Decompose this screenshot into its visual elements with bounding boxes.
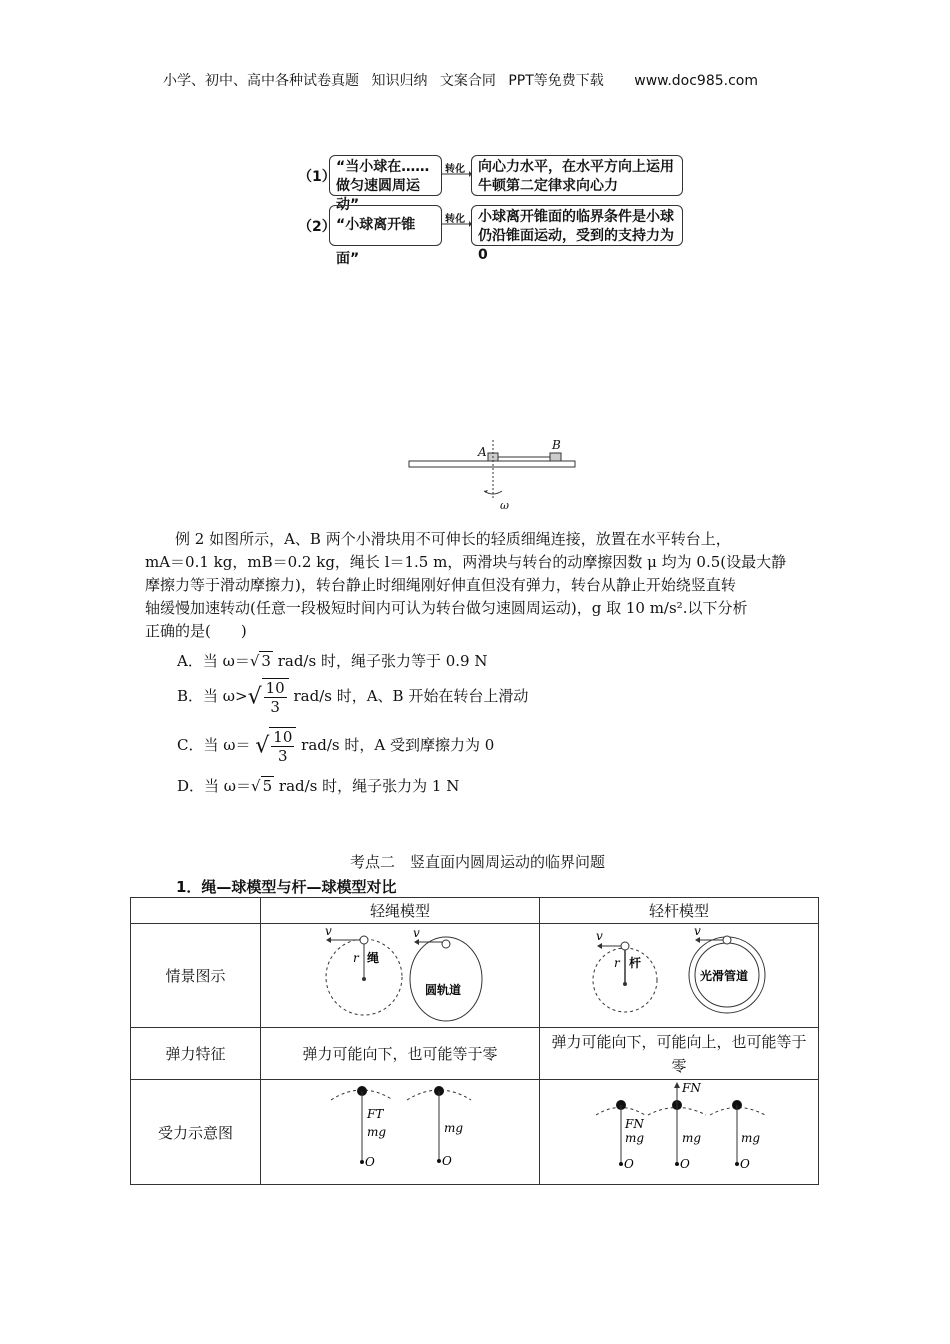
header-text: 知识归纳	[371, 73, 428, 89]
turntable-figure	[400, 435, 590, 515]
header-site-link[interactable]: www.doc985.com	[634, 73, 758, 89]
normal-force-label: FN	[625, 1117, 644, 1131]
row-label: 受力示意图	[131, 1080, 261, 1185]
velocity-label: v	[694, 924, 701, 938]
example-text: 轴缓慢加速转动(任意一段极短时间内可认为转台做匀速圆周运动)，g 取 10 m/s².以下分析	[145, 599, 748, 617]
option-text: D．当 ω＝	[177, 777, 252, 795]
center-label: O	[442, 1154, 452, 1168]
header-text: 小学、初中、高中各种试卷真题	[163, 73, 359, 89]
flow-arrow-label: 转化	[445, 214, 465, 225]
rod-scenario-diagram	[540, 924, 819, 1028]
fraction	[269, 727, 296, 765]
velocity-label: v	[325, 924, 332, 938]
center-label: O	[680, 1157, 690, 1171]
arrow-icon	[442, 170, 472, 178]
section-title: 考点二 竖直面内圆周运动的临界问题	[350, 853, 606, 871]
gravity-label: mg	[682, 1131, 702, 1145]
omega-label: ω	[500, 499, 509, 512]
center-label: O	[740, 1157, 750, 1171]
header-text: PPT等免费下载	[508, 73, 604, 89]
table-row	[131, 924, 819, 1028]
flow-left-box: “当小球在……做匀速圆周运动”	[329, 155, 442, 196]
option-text: B．当 ω>	[177, 687, 248, 705]
option-text: A．当 ω＝	[177, 652, 250, 670]
option-d[interactable]: D．当 ω＝√ 5 rad/s 时，绳子张力为 1 N	[177, 777, 460, 795]
page-header	[163, 70, 766, 90]
track-label: 圆轨道	[425, 983, 462, 997]
radius-label: r	[614, 956, 620, 970]
option-text: rad/s 时，绳子张力为 1 N	[274, 777, 460, 795]
table-header: 轻杆模型	[540, 898, 819, 924]
option-text: C．当 ω＝	[177, 736, 256, 754]
numerator: 10	[265, 679, 285, 697]
option-a[interactable]: A．当 ω＝√ 3 rad/s 时，绳子张力等于 0.9 N	[177, 652, 488, 670]
flow-right-box: 小球离开锥面的临界条件是小球仍沿锥面运动，受到的支持力为0	[471, 205, 683, 246]
flow-right-box: 向心力水平，在水平方向上运用牛顿第二定律求向心力	[471, 155, 683, 196]
block-b-label: B	[552, 438, 561, 452]
example-text: 摩擦力等于滑动摩擦力)，转台静止时细绳刚好伸直但没有弹力，转台从静止开始绕竖直转	[145, 576, 736, 594]
denominator: 3	[278, 747, 288, 765]
velocity-label: v	[596, 929, 603, 943]
table-row	[131, 1028, 819, 1080]
table-row	[131, 1080, 819, 1185]
rod-elastic-force: 弹力可能向下，可能向上，也可能等于零	[540, 1028, 819, 1080]
flow-arrow-label: 转化	[445, 164, 465, 175]
rope-label: 绳	[367, 951, 380, 965]
rope-elastic-force: 弹力可能向下，也可能等于零	[261, 1028, 540, 1080]
fraction	[262, 678, 289, 716]
example-text: 例 2 如图所示，A、B 两个小滑块用不可伸长的轻质细绳连接，放置在水平转台上，	[175, 530, 731, 548]
normal-force-label: FN	[682, 1081, 701, 1095]
flow-number: （2）	[298, 219, 336, 235]
example-text: 正确的是( )	[145, 622, 247, 640]
gravity-label: mg	[367, 1125, 387, 1139]
denominator: 3	[270, 698, 280, 716]
rope-force-diagram	[261, 1080, 540, 1185]
gravity-label: mg	[625, 1131, 645, 1145]
comparison-table	[130, 897, 819, 1185]
header-text: 文案合同	[439, 73, 496, 89]
numerator: 10	[273, 728, 293, 746]
table-header	[131, 898, 261, 924]
velocity-label: v	[413, 926, 420, 940]
radicand: 5	[262, 777, 273, 795]
flow-left-box: “小球离开锥面”	[329, 205, 442, 246]
rod-force-diagram	[540, 1080, 819, 1185]
section-subtitle: 1．绳—球模型与杆—球模型对比	[176, 878, 397, 896]
gravity-label: mg	[741, 1131, 761, 1145]
row-label: 情景图示	[131, 924, 261, 1028]
rope-scenario-diagram	[261, 924, 540, 1028]
row-label: 弹力特征	[131, 1028, 261, 1080]
flow-number: （1）	[298, 169, 336, 185]
tension-label: FT	[367, 1107, 384, 1121]
center-label: O	[365, 1155, 375, 1169]
table-header-row	[131, 898, 819, 924]
radicand: 3	[261, 652, 271, 670]
center-label: O	[624, 1157, 634, 1171]
option-text: rad/s 时，A 受到摩擦力为 0	[296, 736, 495, 754]
table-header: 轻绳模型	[261, 898, 540, 924]
block-a-label: A	[478, 445, 487, 459]
gravity-label: mg	[444, 1121, 464, 1135]
option-c[interactable]: C．当 ω＝ √ $\frac{10}{3}$ rad/s 时，A 受到摩擦力为 0	[177, 728, 495, 765]
example-text: mA＝0.1 kg，mB＝0.2 kg，绳长 l＝1.5 m，两滑块与转台的动摩擦因数 μ 均为 0.5(设最大静	[145, 553, 787, 571]
arrow-icon	[442, 220, 472, 228]
option-text: rad/s 时，绳子张力等于 0.9 N	[272, 652, 488, 670]
option-b[interactable]: B．当 ω>√ $\frac{10}{3}$ rad/s 时，A、B 开始在转台上滑动	[177, 679, 529, 716]
tube-label: 光滑管道	[700, 969, 749, 983]
radius-label: r	[353, 951, 359, 965]
rod-label: 杆	[629, 956, 642, 970]
option-text: rad/s 时，A、B 开始在转台上滑动	[288, 687, 529, 705]
